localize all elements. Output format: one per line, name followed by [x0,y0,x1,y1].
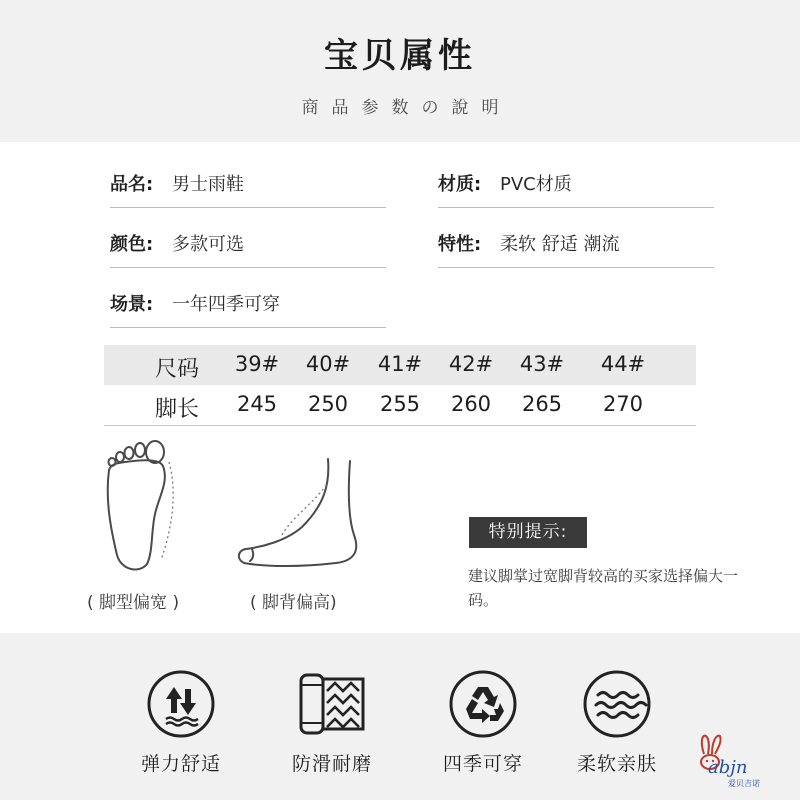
waves-icon [582,669,652,739]
foot-length-cell: 255 [379,392,421,416]
high-instep-caption: ( 脚背偏高) [250,593,337,613]
elastic-arrows-icon [146,669,216,739]
special-tip-text: 建议脚掌过宽脚背较高的买家选择偏大一码。 [468,567,739,609]
special-tip-badge: 特别提示: [469,517,587,548]
attr-scene-value: 一年四季可穿 [172,294,280,315]
attr-material [438,148,714,208]
watermark-text: abjn [708,757,748,778]
foot-length-cell: 270 [602,392,644,416]
size-row-label: 尺码 [154,357,199,382]
feature-label: 柔软亲肤 [576,753,657,775]
attr-color-value: 多款可选 [172,234,244,255]
attr-feature-value: 柔软 舒适 潮流 [500,234,620,255]
attr-material-label: 材质: [438,174,482,195]
attr-name [110,148,386,208]
watermark-subtext: 爱贝吉诺 [728,779,760,788]
size-cell: 41# [377,352,423,376]
attr-feature [438,208,714,268]
attr-color-label: 颜色: [110,234,154,255]
size-cell: 42# [448,352,494,376]
features-strip [0,633,800,800]
size-cell: 39# [234,352,280,376]
attr-name-label: 品名: [110,174,154,195]
page-subtitle: 商品参数の說明 [301,98,512,118]
foot-row-label: 脚长 [154,397,199,422]
divider [438,267,714,268]
recycle-icon [448,669,518,739]
attr-material-value: PVC材质 [500,174,572,195]
wide-foot-illustration [95,430,180,580]
attr-color [110,208,386,268]
high-instep-illustration [232,455,372,570]
size-cell: 40# [305,352,351,376]
attr-name-value: 男士雨鞋 [172,174,244,195]
brand-watermark [688,732,788,792]
foot-length-cell: 245 [236,392,278,416]
size-row [104,345,696,385]
feature-label: 四季可穿 [442,753,523,775]
size-cell: 43# [519,352,565,376]
feature-label: 弹力舒适 [140,753,221,775]
attr-scene [110,268,386,328]
foot-length-row [104,385,696,426]
foot-length-cell: 250 [307,392,349,416]
size-table [104,345,696,426]
feature-label: 防滑耐磨 [291,753,372,775]
anti-slip-sole-icon [297,669,367,739]
header-banner [0,0,800,142]
attr-scene-label: 场景: [110,294,154,315]
page-title: 宝贝属性 [324,36,476,76]
size-cell: 44# [600,352,646,376]
foot-length-cell: 260 [450,392,492,416]
attr-feature-label: 特性: [438,234,482,255]
wide-foot-caption: ( 脚型偏宽 ) [87,593,180,613]
foot-length-cell: 265 [521,392,563,416]
divider [110,327,386,328]
